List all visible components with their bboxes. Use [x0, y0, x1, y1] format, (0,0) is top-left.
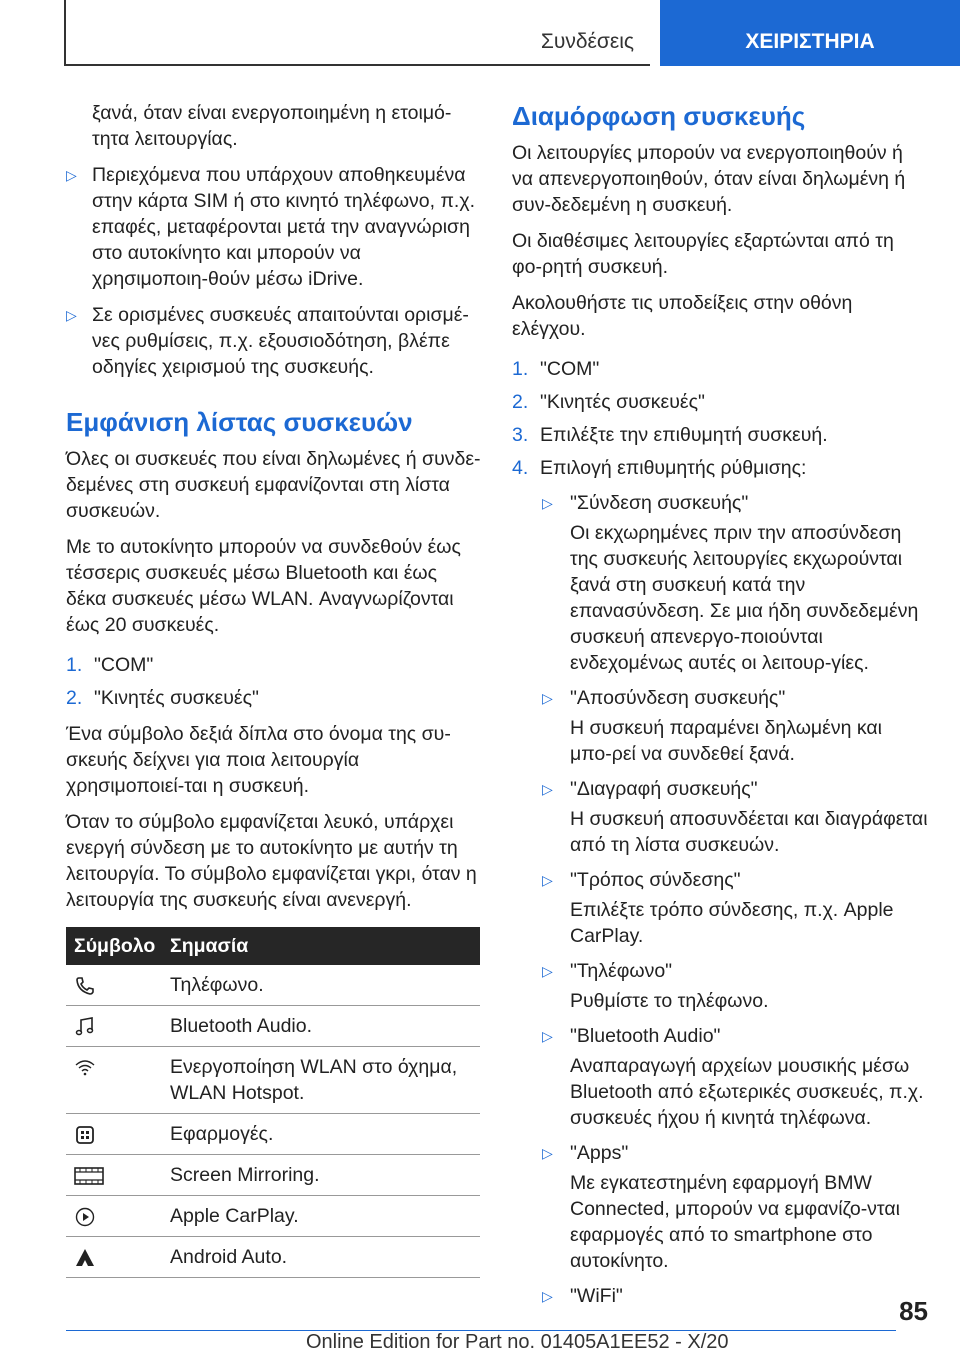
option-title: "Τηλέφωνο" — [570, 960, 673, 982]
table-cell-meaning: Bluetooth Audio. — [160, 1006, 480, 1047]
triangle-bullet-icon: ▷ — [542, 1145, 553, 1161]
triangle-bullet-icon: ▷ — [542, 963, 553, 979]
paragraph: Οι διαθέσιμες λειτουργίες εξαρτώνται από τη φο-ρητή συσκευή. — [512, 230, 894, 278]
step-number: 1. — [66, 654, 83, 676]
step-number: 1. — [512, 358, 529, 380]
right-column — [512, 100, 928, 1318]
option-description: Η συσκευή αποσυνδέεται και διαγράφεται από τη λίστα συσκευών. — [570, 808, 928, 856]
apps-icon — [74, 1124, 96, 1146]
option-description: Με εγκατεστημένη εφαρμογή BMW Connected, μπορούν να εμφανίζο-νται εφαρμογές από το smartphone στο αυτοκίνητο. — [570, 1172, 900, 1272]
wifi-icon — [74, 1057, 96, 1079]
section-title: Συνδέσεις — [540, 30, 634, 53]
option-item — [512, 1140, 928, 1274]
step-text: Επιλέξτε την επιθυμητή συσκευή. — [540, 424, 828, 446]
step-text: "COM" — [94, 654, 154, 676]
triangle-bullet-icon: ▷ — [66, 167, 77, 183]
triangle-bullet-icon: ▷ — [542, 1288, 553, 1304]
table-header-row — [66, 927, 480, 965]
step-item — [512, 389, 928, 415]
paragraph: Όταν το σύμβολο εμφανίζεται λευκό, υπάρχει ενεργή σύνδεση με το αυτοκίνητο με αυτήν τη λειτουργία. Το σύμβολο εμφανίζεται γκρι, όταν η λειτουργία της συσκευής είναι ανενεργή. — [66, 811, 477, 911]
paragraph: Όλες οι συσκευές που είναι δηλωμένες ή συνδε-δεμένες στη συσκευή εμφανίζονται στη λίστα συσκευών. — [66, 448, 481, 522]
step-item — [512, 422, 928, 448]
table-cell-meaning: Android Auto. — [160, 1237, 480, 1278]
option-item — [512, 1283, 928, 1309]
option-title: "Apps" — [570, 1142, 629, 1164]
paragraph: Οι λειτουργίες μπορούν να ενεργοποιηθούν ή να απενεργοποιηθούν, όταν είναι δηλωμένη ή συν-δεδεμένη η συσκευή. — [512, 142, 906, 216]
screen-mirroring-icon — [74, 1165, 104, 1187]
step-item — [512, 455, 928, 481]
phone-icon — [74, 975, 96, 997]
option-item — [512, 867, 928, 949]
option-title: "Σύνδεση συσκευής" — [570, 492, 749, 514]
table-row — [66, 1196, 480, 1237]
option-description: Η συσκευή παραμένει δηλωμένη και μπο-ρεί να συνδεθεί ξανά. — [570, 717, 882, 765]
page-number: 85 — [899, 1296, 928, 1326]
option-description: Επιλέξτε τρόπο σύνδεσης, π.χ. Apple CarPlay. — [570, 899, 894, 947]
option-item — [512, 685, 928, 767]
bullet-item — [66, 302, 482, 380]
step-number: 2. — [512, 391, 529, 413]
bullet-text: Περιεχόμενα που υπάρχουν αποθηκευμένα στην κάρτα SIM ή στο κινητό τηλέφωνο, π.χ. επαφές, μεταφέρονται μετά την αναγνώριση στο αυτοκίνητο και μπορούν να χρησιμοποιη-θούν μέσω iDrive. — [92, 164, 476, 290]
option-item — [512, 776, 928, 858]
option-item — [512, 490, 928, 676]
paragraph: Ένα σύμβολο δεξιά δίπλα στο όνομα της συ-σκευής δείχνει για ποια λειτουργία χρησιμοποιεί-ται η συσκευή. — [66, 723, 451, 797]
table-row — [66, 1114, 480, 1155]
triangle-bullet-icon: ▷ — [542, 872, 553, 888]
table-cell-meaning: Screen Mirroring. — [160, 1155, 480, 1196]
paragraph: Με το αυτοκίνητο μπορούν να συνδεθούν έως τέσσερις συσκευές μέσω Bluetooth και έως δέκα συσκευές μέσω WLAN. Αναγνωρίζονται έως 20 συσκευές. — [66, 536, 461, 636]
table-row — [66, 965, 480, 1006]
table-row — [66, 1237, 480, 1278]
section-heading: Εμφάνιση λίστας συσκευών — [66, 407, 413, 437]
table-cell-meaning: Εφαρμογές. — [160, 1114, 480, 1155]
step-text: Επιλογή επιθυμητής ρύθμισης: — [540, 457, 807, 479]
android-auto-icon — [74, 1247, 96, 1269]
triangle-bullet-icon: ▷ — [542, 781, 553, 797]
music-note-icon — [74, 1016, 96, 1038]
triangle-bullet-icon: ▷ — [66, 307, 77, 323]
left-column — [66, 100, 482, 1278]
step-item — [512, 356, 928, 382]
step-text: "Κινητές συσκευές" — [540, 391, 705, 413]
bullet-text: Σε ορισμένες συσκευές απαιτούνται ορισμέ-νες ρυθμίσεις, π.χ. εξουσιοδότηση, βλέπε οδηγίες χειρισμού της συσκευής. — [92, 304, 469, 378]
option-title: "Αποσύνδεση συσκευής" — [570, 687, 786, 709]
step-item — [66, 685, 482, 711]
paragraph: Ακολουθήστε τις υποδείξεις στην οθόνη ελέγχου. — [512, 292, 853, 340]
option-description: Οι εκχωρημένες πριν την αποσύνδεση της συσκευής λειτουργίες εκχωρούνται ξανά στη συσκευή κατά την επανασύνδεση. Σε μια ήδη συνδεδεμένη συσκευή απενεργο-ποιούνται ενδεχομένως αυτές οι λειτουρ-γίες. — [570, 522, 919, 674]
continued-text: ξανά, όταν είναι ενεργοποιημένη η ετοιμό-τητα λειτουργίας. — [92, 102, 452, 150]
header-bottom-rule — [64, 64, 650, 66]
step-text: "COM" — [540, 358, 600, 380]
table-row — [66, 1047, 480, 1114]
triangle-bullet-icon: ▷ — [542, 495, 553, 511]
edition-note: Online Edition for Part no. 01405A1EE52 - X/20 — [306, 1331, 729, 1353]
option-item — [512, 958, 928, 1014]
option-title: "Bluetooth Audio" — [570, 1025, 721, 1047]
table-row — [66, 1006, 480, 1047]
option-title: "Διαγραφή συσκευής" — [570, 778, 758, 800]
option-description: Αναπαραγωγή αρχείων μουσικής μέσω Bluetooth από εξωτερικές συσκευές, π.χ. συσκευές ήχου ή κινητά τηλέφωνα. — [570, 1055, 924, 1129]
step-number: 2. — [66, 687, 83, 709]
option-title: "Τρόπος σύνδεσης" — [570, 869, 741, 891]
option-item — [512, 1023, 928, 1131]
table-row — [66, 1155, 480, 1196]
step-text: "Κινητές συσκευές" — [94, 687, 259, 709]
carplay-icon — [74, 1206, 96, 1228]
step-number: 4. — [512, 457, 529, 479]
step-item — [66, 652, 482, 678]
table-cell-meaning: Ενεργοποίηση WLAN στο όχημα, WLAN Hotspot. — [160, 1047, 480, 1114]
triangle-bullet-icon: ▷ — [542, 1028, 553, 1044]
section-heading: Διαμόρφωση συσκευής — [512, 101, 806, 131]
chapter-tab: ΧΕΙΡΙΣΤΗΡΙΑ — [660, 0, 960, 66]
triangle-bullet-icon: ▷ — [542, 690, 553, 706]
step-number: 3. — [512, 424, 529, 446]
option-title: "WiFi" — [570, 1285, 623, 1307]
table-cell-meaning: Apple CarPlay. — [160, 1196, 480, 1237]
table-header-meaning: Σημασία — [160, 927, 480, 965]
option-description: Ρυθμίστε το τηλέφωνο. — [570, 990, 769, 1012]
symbol-table — [66, 927, 480, 1278]
table-header-symbol: Σύμβολο — [66, 927, 160, 965]
bullet-item — [66, 162, 482, 292]
table-cell-meaning: Τηλέφωνο. — [160, 965, 480, 1006]
